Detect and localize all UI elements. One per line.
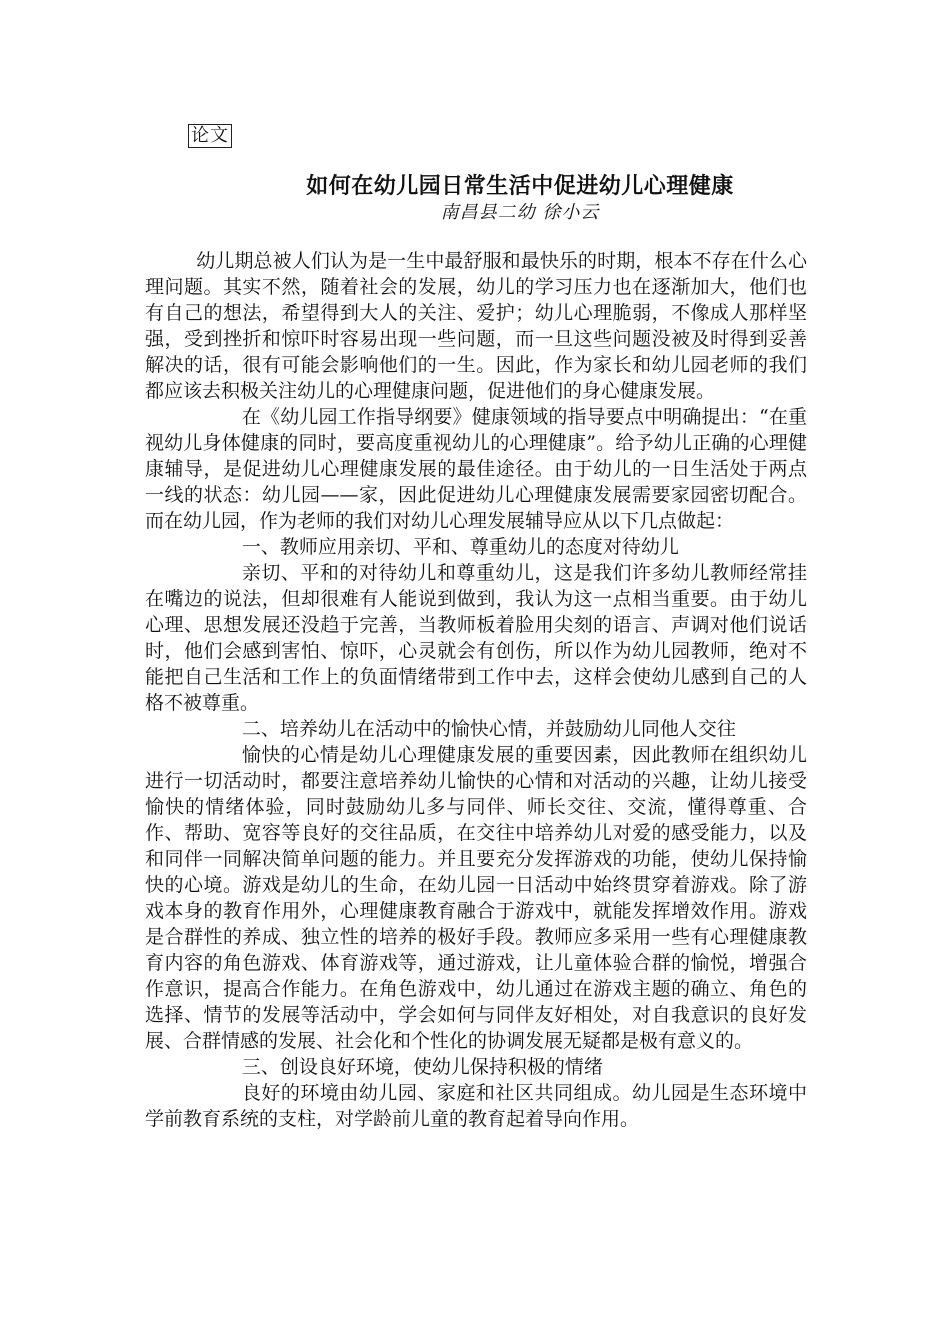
section-heading-1: 一、教师应用亲切、平和、尊重幼儿的态度对待幼儿 <box>241 536 679 558</box>
section-heading-3: 三、创设良好环境，使幼儿保持积极的情绪 <box>241 1056 603 1078</box>
section-heading-2: 二、培养幼儿在活动中的愉快心情，并鼓励幼儿同他人交往 <box>241 718 736 740</box>
document-tag: 论文 <box>188 124 232 148</box>
paragraph-section-1: 亲切、平和的对待幼儿和尊重幼儿，这是我们许多幼儿教师经常挂在嘴边的说法，但却很难有人能说到做到，我认为这一点相当重要。由于幼儿心理、思想发展还没趋于完善，当教师板着脸用尖刻的语言、声调对他们说话时，他们会感到害怕、惊吓，心灵就会有创伤，所以作为幼儿园教师，绝对不能把自己生活和工作上的负面情绪带到工作中去，这样会使幼儿感到自己的人格不被尊重。 <box>145 562 807 714</box>
paragraph-intro: 幼儿期总被人们认为是一生中最舒服和最快乐的时期，根本不存在什么心理问题。其实不然，随着社会的发展，幼儿的学习压力也在逐渐加大，他们也有自己的想法，希望得到大人的关注、爱护；幼儿心理脆弱，不像成人那样坚强，受到挫折和惊吓时容易出现一些问题，而一旦这些问题没被及时得到妥善解决的话，很有可能会影响他们的一生。因此，作为家长和幼儿园老师的我们都应该去积极关注幼儿的心理健康问题，促进他们的身心健康发展。 <box>145 250 807 402</box>
document-title: 如何在幼儿园日常生活中促进幼儿心理健康 <box>306 174 734 199</box>
document-author: 南昌县二幼 徐小云 <box>440 202 600 223</box>
paragraph-section-2: 愉快的心情是幼儿心理健康发展的重要因素，因此教师在组织幼儿进行一切活动时，都要注意培养幼儿愉快的心情和对活动的兴趣，让幼儿接受愉快的情绪体验，同时鼓励幼儿多与同伴、师长交往、交流，懂得尊重、合作、帮助、宽容等良好的交往品质，在交往中培养幼儿对爱的感受能力，以及和同伴一同解决简单问题的能力。并且要充分发挥游戏的功能，使幼儿保持愉快的心境。游戏是幼儿的生命，在幼儿园一日活动中始终贯穿着游戏。除了游戏本身的教育作用外，心理健康教育融合于游戏中，就能发挥增效作用。游戏是合群性的养成、独立性的培养的极好手段。教师应多采用一些有心理健康教育内容的角色游戏、体育游戏等，通过游戏，让儿童体验合群的愉悦，增强合作意识，提高合作能力。在角色游戏中，幼儿通过在游戏主题的确立、角色的选择、情节的发展等活动中，学会如何与同伴友好相处，对自我意识的良好发展、合群情感的发展、社会化和个性化的协调发展无疑都是极有意义的。 <box>145 744 807 1052</box>
document-body <box>145 248 807 1132</box>
paragraph-section-3: 良好的环境由幼儿园、家庭和社区共同组成。幼儿园是生态环境中学前教育系统的支柱，对学龄前儿童的教育起着导向作用。 <box>145 1082 807 1130</box>
paragraph-guideline: 在《幼儿园工作指导纲要》健康领域的指导要点中明确提出：“在重视幼儿身体健康的同时，要高度重视幼儿的心理健康”。给予幼儿正确的心理健康辅导，是促进幼儿心理健康发展的最佳途径。由于幼儿的一日生活处于两点一线的状态：幼儿园——家，因此促进幼儿心理健康发展需要家园密切配合。而在幼儿园，作为老师的我们对幼儿心理发展辅导应从以下几点做起： <box>145 406 807 532</box>
